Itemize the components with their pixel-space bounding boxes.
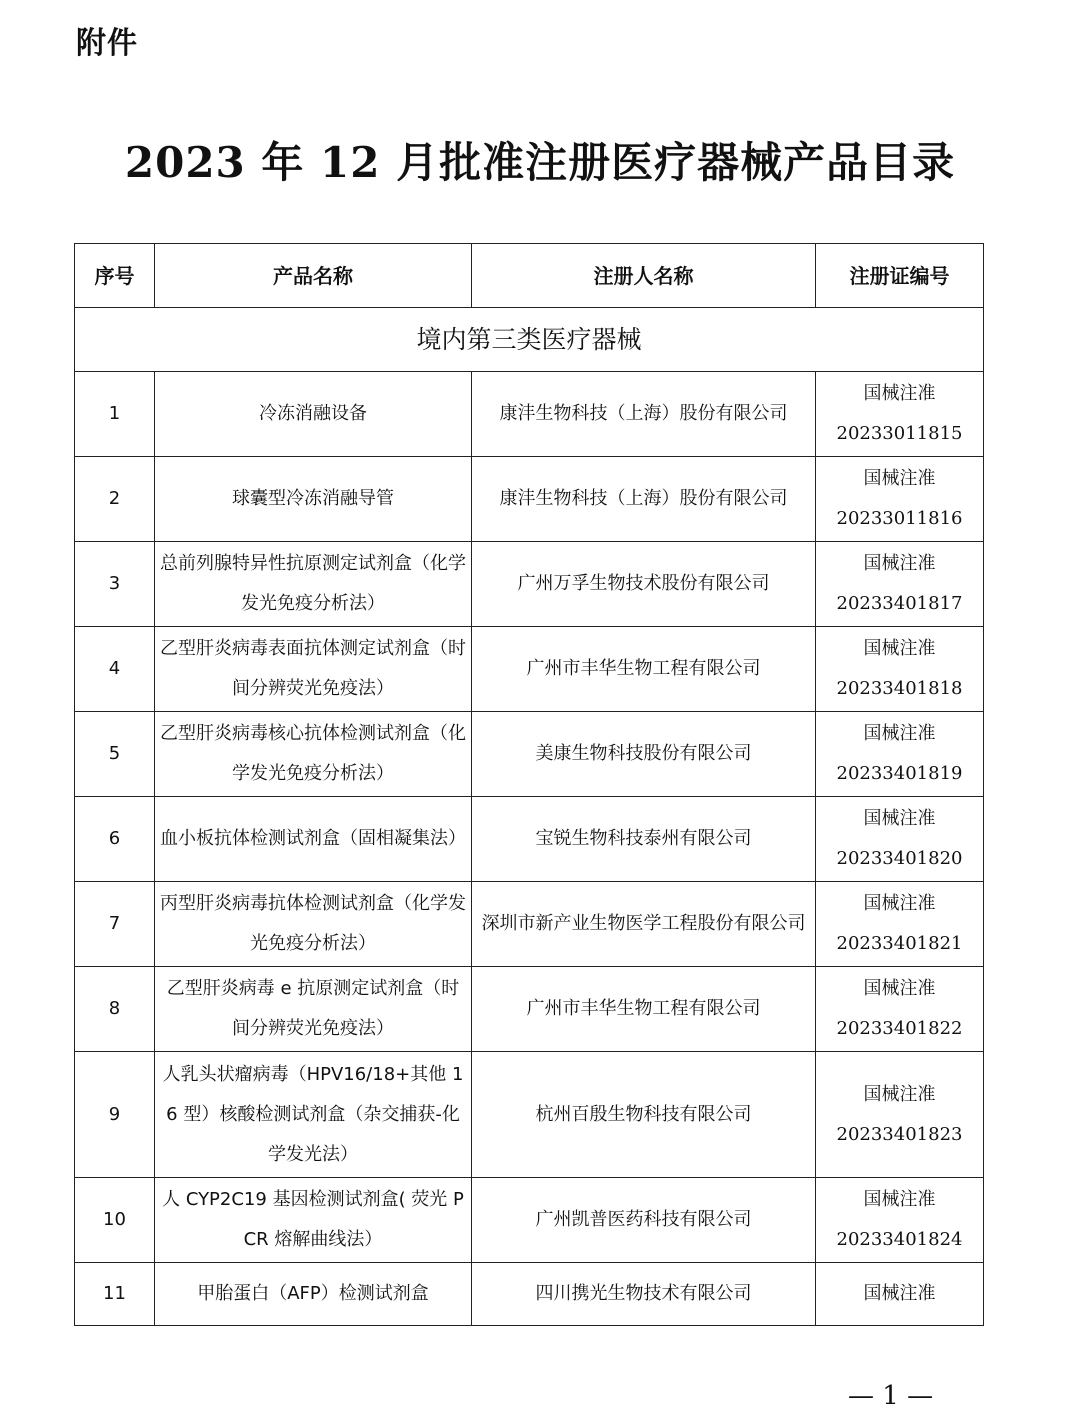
cell-product-name: 丙型肝炎病毒抗体检测试剂盒（化学发光免疫分析法）: [155, 882, 472, 967]
cell-serial: 11: [75, 1263, 155, 1326]
cell-product-name: 冷冻消融设备: [155, 372, 472, 457]
cert-number: 20233011816: [836, 508, 963, 529]
section-row: [75, 308, 984, 372]
cell-cert: [816, 542, 984, 627]
column-header-serial: 序号: [75, 244, 155, 308]
cell-cert: [816, 1263, 984, 1326]
cert-prefix: 国械注准: [863, 893, 936, 914]
cert-number: 20233401823: [836, 1123, 963, 1145]
cert-prefix: 国械注准: [863, 553, 936, 574]
cert-number: 20233401822: [836, 1018, 963, 1039]
cell-registrant: 广州凯普医药科技有限公司: [472, 1178, 816, 1263]
cell-cert: [816, 1052, 984, 1178]
table-row: [75, 542, 984, 627]
column-header-cert: 注册证编号: [816, 244, 984, 308]
section-title: 境内第三类医疗器械: [75, 308, 984, 372]
cell-cert: [816, 627, 984, 712]
cell-product-name: 球囊型冷冻消融导管: [155, 457, 472, 542]
cert-number: 20233401820: [836, 848, 963, 869]
table-row: [75, 1178, 984, 1263]
cert-prefix: 国械注准: [863, 1083, 936, 1105]
table-row: [75, 1052, 984, 1178]
cell-cert: [816, 712, 984, 797]
table-row: [75, 457, 984, 542]
cert-number: 20233401817: [836, 593, 963, 614]
attachment-label: 附件: [76, 26, 138, 61]
cert-prefix: 国械注准: [863, 638, 936, 659]
cell-registrant: 深圳市新产业生物医学工程股份有限公司: [472, 882, 816, 967]
cell-serial: 2: [75, 457, 155, 542]
table-row: [75, 372, 984, 457]
cell-product-name: 甲胎蛋白（AFP）检测试剂盒: [155, 1263, 472, 1326]
page-number-text: — 1 —: [848, 1381, 934, 1411]
column-header-registrant: 注册人名称: [472, 244, 816, 308]
cert-prefix: 国械注准: [863, 383, 936, 404]
cert-prefix: 国械注准: [863, 1189, 936, 1210]
cell-product-name: 人 CYP2C19 基因检测试剂盒( 荧光 PCR 熔解曲线法）: [155, 1178, 472, 1263]
cert-number: 20233401821: [836, 933, 963, 954]
cell-product-name: 血小板抗体检测试剂盒（固相凝集法）: [155, 797, 472, 882]
cell-cert: [816, 882, 984, 967]
cell-serial: 1: [75, 372, 155, 457]
cert-prefix: 国械注准: [863, 978, 936, 999]
cell-serial: 10: [75, 1178, 155, 1263]
column-header-product: 产品名称: [155, 244, 472, 308]
cell-serial: 9: [75, 1052, 155, 1178]
cell-cert: [816, 797, 984, 882]
cell-serial: 7: [75, 882, 155, 967]
device-catalog-table: [74, 243, 984, 1326]
cert-number: 20233401818: [836, 678, 963, 699]
cell-registrant: 杭州百殷生物科技有限公司: [472, 1052, 816, 1178]
cell-registrant: 广州市丰华生物工程有限公司: [472, 967, 816, 1052]
cert-prefix: 国械注准: [863, 1283, 936, 1304]
cell-cert: [816, 372, 984, 457]
cell-cert: [816, 967, 984, 1052]
cell-registrant: 美康生物科技股份有限公司: [472, 712, 816, 797]
cell-product-name: 乙型肝炎病毒表面抗体测定试剂盒（时间分辨荧光免疫法）: [155, 627, 472, 712]
cell-product-name: 乙型肝炎病毒核心抗体检测试剂盒（化学发光免疫分析法）: [155, 712, 472, 797]
cell-serial: 6: [75, 797, 155, 882]
table-row: [75, 882, 984, 967]
table-header-row: [75, 244, 984, 308]
cert-number: 20233011815: [836, 423, 963, 444]
cell-cert: [816, 1178, 984, 1263]
table-row: [75, 627, 984, 712]
cell-serial: 5: [75, 712, 155, 797]
cell-product-name: 人乳头状瘤病毒（HPV16/18+其他 16 型）核酸检测试剂盒（杂交捕获-化学发光法）: [155, 1052, 472, 1178]
cell-registrant: 广州市丰华生物工程有限公司: [472, 627, 816, 712]
cert-prefix: 国械注准: [863, 723, 936, 744]
cell-registrant: 宝锐生物科技泰州有限公司: [472, 797, 816, 882]
cell-registrant: 广州万孚生物技术股份有限公司: [472, 542, 816, 627]
cell-product-name: 乙型肝炎病毒 e 抗原测定试剂盒（时间分辨荧光免疫法）: [155, 967, 472, 1052]
cell-serial: 3: [75, 542, 155, 627]
cert-prefix: 国械注准: [863, 808, 936, 829]
cert-number: 20233401824: [836, 1229, 963, 1250]
table-row: [75, 1263, 984, 1326]
cell-cert: [816, 457, 984, 542]
table-row: [75, 967, 984, 1052]
table-row: [75, 797, 984, 882]
cell-registrant: 康沣生物科技（上海）股份有限公司: [472, 372, 816, 457]
cell-product-name: 总前列腺特异性抗原测定试剂盒（化学发光免疫分析法）: [155, 542, 472, 627]
cell-registrant: 康沣生物科技（上海）股份有限公司: [472, 457, 816, 542]
table-row: [75, 712, 984, 797]
cert-number: 20233401819: [836, 763, 963, 784]
cert-prefix: 国械注准: [863, 468, 936, 489]
cell-serial: 8: [75, 967, 155, 1052]
cell-registrant: 四川携光生物技术有限公司: [472, 1263, 816, 1326]
cell-serial: 4: [75, 627, 155, 712]
document-title: 2023 年 12 月批准注册医疗器械产品目录: [124, 138, 956, 187]
